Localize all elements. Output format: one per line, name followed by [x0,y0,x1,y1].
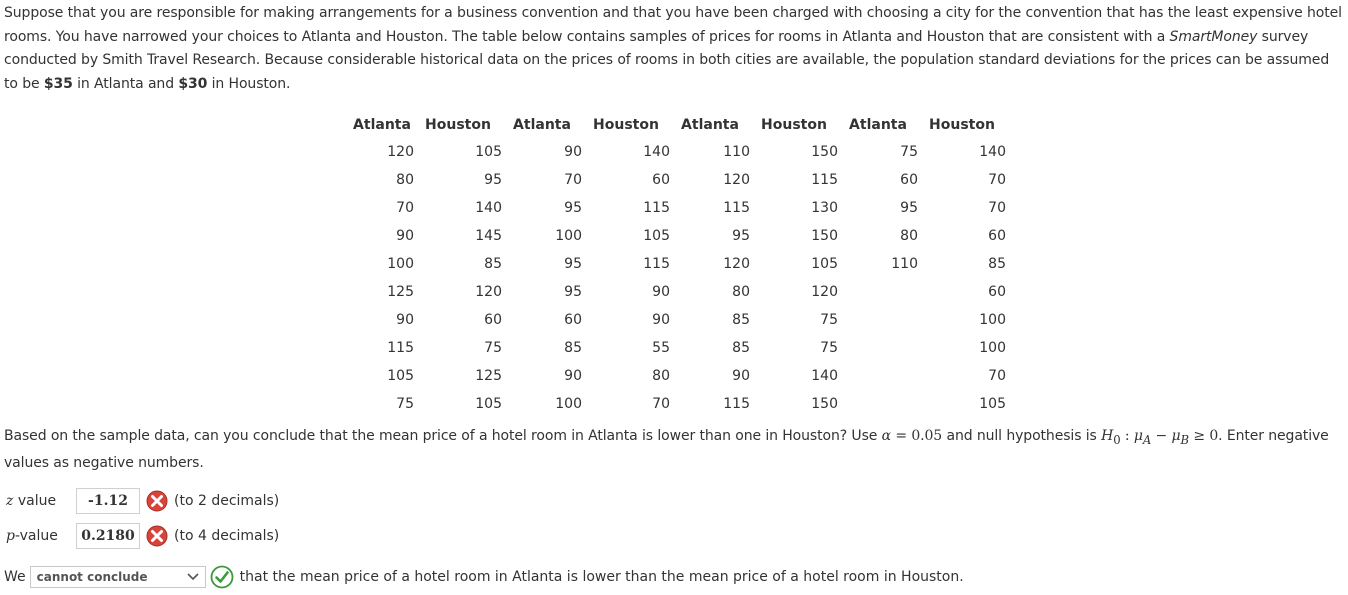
mu-b: μ [1171,428,1181,444]
table-cell: 120 [475,284,502,300]
z-hint: (to 2 decimals) [174,493,280,509]
sd-houston: $30 [178,75,208,92]
intro-text-4: in Houston. [207,75,291,92]
table-row [350,362,1006,390]
question-text-3: . Enter negative values as negative numbers. [4,428,1329,471]
conclusion-text: that the mean price of a hotel room in Atlanta is lower than the mean price of a hotel room in Houston. [239,569,964,585]
column-header: Houston [929,117,995,133]
table-cell: 95 [564,200,582,216]
table-cell: 105 [475,396,502,412]
table-cell: 60 [988,228,1006,244]
table-cell: 85 [732,340,750,356]
table-cell: 105 [811,256,838,272]
table-cell: 75 [820,340,838,356]
table-cell: 80 [900,228,918,244]
table-cell: 60 [652,172,670,188]
table-cell: 75 [484,340,502,356]
table-cell: 105 [475,144,502,160]
mu-a: μ [1133,428,1143,444]
z-value-label [6,493,76,509]
table-cell: 85 [732,312,750,328]
table-cell: 150 [811,144,838,160]
column-header: Houston [761,117,827,133]
table-cell: 70 [564,172,582,188]
table-cell: 70 [988,368,1006,384]
table-cell: 75 [396,396,414,412]
p-symbol: p [6,528,15,544]
table-cell: 60 [484,312,502,328]
table-cell: 110 [891,256,918,272]
alpha-symbol: α [881,428,891,444]
table-cell: 115 [723,396,750,412]
price-table [350,112,1006,418]
problem-statement [4,2,1342,96]
table-cell: 140 [643,144,670,160]
table-cell: 90 [732,368,750,384]
intro-text-3: in Atlanta and [72,75,179,92]
geq-zero: ≥ 0 [1188,428,1219,444]
sub-b: B [1180,432,1189,447]
table-cell: 95 [484,172,502,188]
table-cell: 150 [811,396,838,412]
conclusion-row [4,562,964,592]
table-cell: 70 [652,396,670,412]
sd-atlanta: $35 [43,75,73,92]
sub-a: A [1142,432,1152,447]
table-cell: 75 [820,312,838,328]
table-cell: 80 [732,284,750,300]
table-cell: 90 [396,312,414,328]
table-header-row [350,112,1006,138]
table-cell: 140 [475,200,502,216]
table-cell: 105 [387,368,414,384]
question-text-2: and null hypothesis is [942,428,1102,444]
table-cell: 85 [988,256,1006,272]
table-cell: 115 [723,200,750,216]
table-cell: 120 [387,144,414,160]
null-hypothesis [1101,428,1219,447]
conclusion-select[interactable] [30,566,206,588]
z-value-row [6,487,279,515]
table-cell: 105 [979,396,1006,412]
p-hint: (to 4 decimals) [174,528,280,544]
table-cell: 150 [811,228,838,244]
column-header: Houston [425,117,491,133]
error-x-icon [146,490,168,512]
table-row [350,222,1006,250]
table-cell: 85 [564,340,582,356]
minus-sign: − [1151,428,1172,444]
table-body [350,138,1006,418]
column-header: Atlanta [681,117,739,133]
table-cell: 60 [564,312,582,328]
question-text-1: Based on the sample data, can you conclude that the mean price of a hotel room in Atlanta is lower than one in Houston? Use [4,428,882,444]
table-cell: 100 [555,228,582,244]
column-header: Atlanta [353,117,411,133]
table-cell: 100 [387,256,414,272]
alpha-value: = 0.05 [891,428,943,444]
column-header: Atlanta [849,117,907,133]
table-cell: 95 [732,228,750,244]
table-cell: 90 [564,368,582,384]
table-cell: 75 [900,144,918,160]
table-cell: 115 [643,256,670,272]
column-header: Houston [593,117,659,133]
h0-h: H [1101,428,1114,444]
table-cell: 110 [723,144,750,160]
table-cell: 145 [475,228,502,244]
z-label-rest: value [13,493,57,509]
table-cell: 90 [652,284,670,300]
table-cell: 120 [723,172,750,188]
table-row [350,166,1006,194]
z-value-input[interactable]: -1.12 [76,488,140,514]
table-cell [838,390,918,418]
table-cell: 130 [811,200,838,216]
table-cell [838,306,918,334]
table-cell: 90 [396,228,414,244]
table-cell: 80 [396,172,414,188]
intro-smartmoney: SmartMoney [1169,28,1258,45]
table-row [350,138,1006,166]
error-x-icon [146,525,168,547]
chevron-down-icon [187,573,199,581]
table-row [350,306,1006,334]
table-cell: 115 [811,172,838,188]
table-cell: 80 [652,368,670,384]
table-cell: 95 [900,200,918,216]
conclusion-selected-value: cannot conclude [36,570,148,584]
table-row [350,390,1006,418]
table-cell: 95 [564,256,582,272]
h0-sub: 0 [1113,432,1121,447]
table-row [350,250,1006,278]
intro-text-1: Suppose that you are responsible for making arrangements for a business convention and that you have been charged with choosing a city for the convention that has the least expensive hotel rooms. You have narrowed your choices to Atlanta and Houston. The table below contains samples of prices for rooms in Atlanta and Houston that are consistent with a [4,5,1342,45]
table-cell: 115 [643,200,670,216]
p-value-label [6,528,76,544]
table-cell: 125 [475,368,502,384]
table-cell [838,334,918,362]
table-row [350,278,1006,306]
table-cell [838,278,918,306]
correct-check-icon [210,565,234,589]
h0-colon: : [1120,428,1134,444]
table-cell: 120 [811,284,838,300]
table-cell: 70 [988,200,1006,216]
table-cell: 70 [396,200,414,216]
table-cell: 140 [979,144,1006,160]
question-text [4,425,1342,475]
p-value-row [6,522,279,550]
table-cell: 95 [564,284,582,300]
column-header: Atlanta [513,117,571,133]
p-label-rest: -value [14,528,58,544]
table-cell: 100 [979,340,1006,356]
table-cell: 60 [988,284,1006,300]
p-value-input[interactable]: 0.2180 [76,523,140,549]
intro-text-2: survey conducted by Smith Travel Research. Because considerable historical data on the prices of rooms in both cities are available, the population standard deviations for the prices can be assumed to be [4,28,1330,92]
table-cell: 120 [723,256,750,272]
table-cell: 85 [484,256,502,272]
table-cell [838,362,918,390]
table-cell: 90 [564,144,582,160]
we-label: We [4,569,26,585]
table-cell: 100 [979,312,1006,328]
table-cell: 55 [652,340,670,356]
table-cell: 70 [988,172,1006,188]
z-symbol: z [6,493,14,509]
table-cell: 125 [387,284,414,300]
table-cell: 100 [555,396,582,412]
table-cell: 105 [643,228,670,244]
table-row [350,194,1006,222]
table-cell: 60 [900,172,918,188]
table-cell: 90 [652,312,670,328]
table-row [350,334,1006,362]
table-cell: 115 [387,340,414,356]
table-cell: 140 [811,368,838,384]
